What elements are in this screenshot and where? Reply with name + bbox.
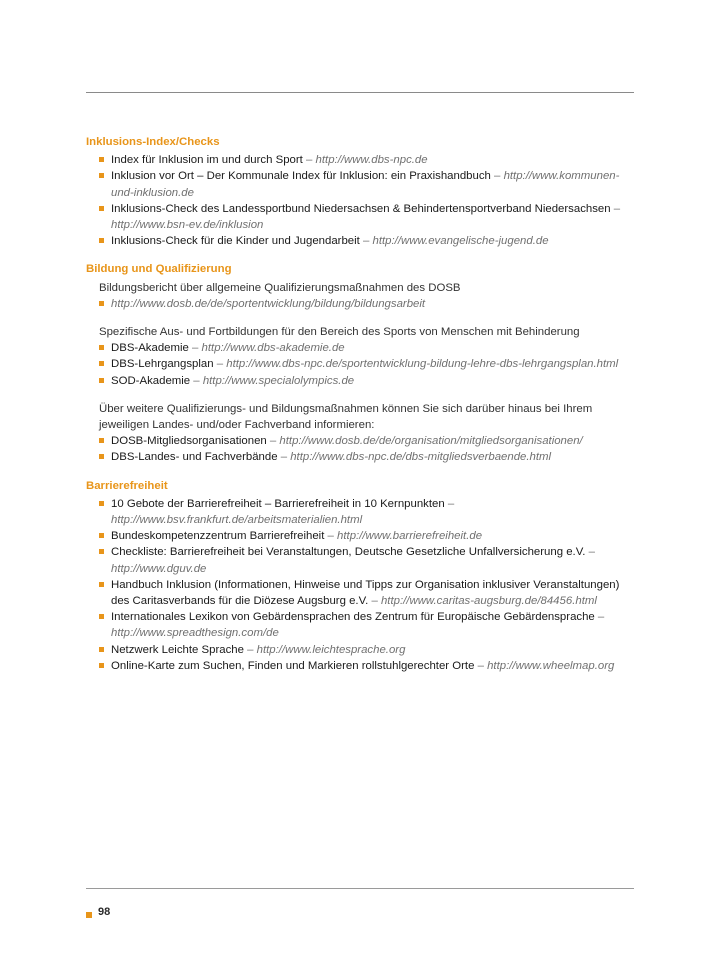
item-title: DBS-Akademie <box>111 342 189 355</box>
page-number: 98 <box>98 906 111 918</box>
list-item <box>86 544 634 576</box>
item-title: Handbuch Inklusion (Informationen, Hinweise und Tipps zur Organisation inklusiver Veranstaltungen) des Caritasverbands für die Diözese Augsburg e.V. <box>111 578 620 608</box>
list-item <box>86 356 634 372</box>
item-link[interactable]: http://www.bsv.frankfurt.de/arbeitsmaterialien.html <box>111 514 363 527</box>
item-title: Internationales Lexikon von Gebärdensprachen des Zentrum für Europäische Gebärdensprache <box>111 611 595 624</box>
section <box>86 478 634 674</box>
square-bullet-icon <box>99 157 104 162</box>
item-link[interactable]: http://www.caritas-augsburg.de/84456.html <box>380 595 597 608</box>
item-link[interactable]: http://www.kommunen-und-inklusion.de <box>111 170 620 199</box>
item-link[interactable]: http://www.barrierefreiheit.de <box>337 530 483 543</box>
square-bullet-icon <box>99 533 104 538</box>
item-title: DBS-Landes- und Fachverbände <box>111 451 278 464</box>
item-link[interactable]: http://www.dbs-akademie.de <box>201 342 345 355</box>
list-item <box>86 168 634 200</box>
item-separator: – <box>277 451 291 464</box>
block-intro: Über weitere Qualifizierungs- und Bildungsmaßnahmen können Sie sich darüber hinaus bei Ihrem jeweiligen Landes- und/oder Fachverband informieren: <box>99 402 593 432</box>
square-bullet-icon <box>99 614 104 619</box>
block-spacer <box>86 389 634 401</box>
block-spacer <box>86 312 634 324</box>
square-bullet-icon <box>99 438 104 443</box>
item-title: SOD-Akademie <box>111 374 191 387</box>
list-item <box>86 373 634 389</box>
item-separator: – <box>188 342 202 355</box>
footer-square-icon <box>86 912 92 918</box>
list-item <box>86 201 634 233</box>
document-content <box>86 134 634 686</box>
list-item <box>86 433 634 449</box>
item-link[interactable]: http://www.wheelmap.org <box>487 659 615 672</box>
list-item <box>86 233 634 249</box>
item-title: Checkliste: Barrierefreiheit bei Veranstaltungen, Deutsche Gesetzliche Unfallversicherung e.V. <box>111 546 586 559</box>
section <box>86 134 634 249</box>
item-title: Inklusions-Check für die Kinder und Jugendarbeit <box>111 235 360 248</box>
item-separator: – <box>302 154 316 167</box>
square-bullet-icon <box>99 582 104 587</box>
item-separator: – <box>444 497 455 510</box>
section-heading: Barrierefreiheit <box>86 479 168 492</box>
item-title: 10 Gebote der Barrierefreiheit – Barrierefreiheit in 10 Kernpunkten <box>111 497 445 510</box>
square-bullet-icon <box>99 238 104 243</box>
section-heading: Bildung und Qualifizierung <box>86 263 232 276</box>
link-list <box>86 296 634 312</box>
square-bullet-icon <box>99 454 104 459</box>
link-list <box>86 152 634 249</box>
item-link[interactable]: http://www.spreadthesign.com/de <box>111 627 279 640</box>
item-link[interactable]: http://www.evangelische-jugend.de <box>372 235 549 248</box>
list-item <box>86 296 634 312</box>
section-heading: Inklusions-Index/Checks <box>86 136 220 148</box>
item-link[interactable]: http://www.dosb.de/de/organisation/mitgliedsorganisationen/ <box>279 435 583 448</box>
item-separator: – <box>266 435 280 448</box>
footer-rule <box>86 888 634 889</box>
square-bullet-icon <box>99 647 104 652</box>
square-bullet-icon <box>99 549 104 554</box>
square-bullet-icon <box>99 663 104 668</box>
item-separator: – <box>585 546 595 559</box>
list-item <box>86 340 634 356</box>
list-item <box>86 577 634 609</box>
item-link[interactable]: http://www.dbs-npc.de <box>315 154 428 167</box>
square-bullet-icon <box>99 173 104 178</box>
square-bullet-icon <box>99 206 104 211</box>
header-rule <box>86 92 634 93</box>
list-item <box>86 152 634 168</box>
item-link[interactable]: http://www.bsn-ev.de/inklusion <box>111 219 264 232</box>
item-separator: – <box>213 358 227 371</box>
item-separator: – <box>243 643 257 656</box>
item-title: Online-Karte zum Suchen, Finden und Markieren rollstuhlgerechter Orte <box>111 659 475 672</box>
section <box>86 261 634 465</box>
item-title: Netzwerk Leichte Sprache <box>111 643 244 656</box>
item-title: Index für Inklusion im und durch Sport <box>111 154 303 167</box>
square-bullet-icon <box>99 378 104 383</box>
item-link[interactable]: http://www.dbs-npc.de/dbs-mitgliedsverbaende.html <box>290 451 552 464</box>
list-item <box>86 609 634 641</box>
square-bullet-icon <box>99 361 104 366</box>
list-item <box>86 449 634 465</box>
item-title: DBS-Lehrgangsplan <box>111 358 214 371</box>
item-separator: – <box>368 595 381 608</box>
item-separator: – <box>359 235 373 248</box>
link-list <box>86 496 634 674</box>
square-bullet-icon <box>99 301 104 306</box>
item-separator: – <box>490 170 504 183</box>
item-separator: – <box>190 374 203 387</box>
item-title: Bundeskompetenzzentrum Barrierefreiheit <box>111 530 325 543</box>
link-list <box>86 340 634 389</box>
square-bullet-icon <box>99 345 104 350</box>
square-bullet-icon <box>99 501 104 506</box>
list-item <box>86 658 634 674</box>
item-link[interactable]: http://www.dguv.de <box>111 562 207 575</box>
item-link[interactable]: http://www.dbs-npc.de/sportentwicklung-bildung-lehre-dbs-lehrgangsplan.html <box>226 358 619 371</box>
item-title: Inklusion vor Ort – Der Kommunale Index für Inklusion: ein Praxishandbuch <box>111 170 491 183</box>
item-separator: – <box>610 202 621 215</box>
item-link[interactable]: http://www.dosb.de/de/sportentwicklung/bildung/bildungsarbeit <box>111 297 426 310</box>
item-link[interactable]: http://www.specialolympics.de <box>202 374 355 387</box>
item-title: DOSB-Mitgliedsorganisationen <box>111 435 267 448</box>
list-item <box>86 496 634 528</box>
item-title: Inklusions-Check des Landessportbund Niedersachsen & Behindertensportverband Niedersachsen <box>111 202 611 215</box>
block-intro: Spezifische Aus- und Fortbildungen für den Bereich des Sports von Menschen mit Behinderung <box>99 326 580 339</box>
item-separator: – <box>594 611 605 624</box>
item-separator: – <box>324 530 338 543</box>
link-list <box>86 433 634 465</box>
list-item <box>86 642 634 658</box>
block-intro: Bildungsbericht über allgemeine Qualifizierungsmaßnahmen des DOSB <box>99 281 461 294</box>
list-item <box>86 528 634 544</box>
item-separator: – <box>474 659 488 672</box>
item-link[interactable]: http://www.leichtesprache.org <box>256 643 406 656</box>
